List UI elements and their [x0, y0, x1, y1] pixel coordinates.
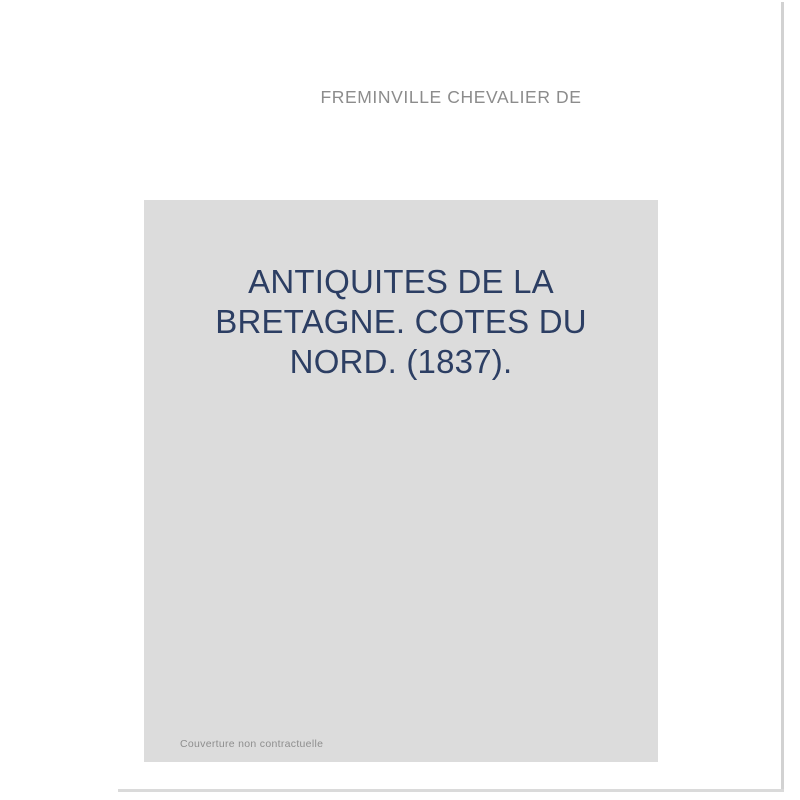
author-name: FREMINVILLE CHEVALIER DE — [320, 87, 582, 107]
title-panel — [144, 200, 658, 762]
book-title: ANTIQUITES DE LA BRETAGNE. COTES DU NORD. (1837). — [215, 263, 587, 380]
cover-sheet — [118, 2, 784, 792]
cover-right-edge — [781, 2, 784, 792]
cover-disclaimer: Couverture non contractuelle — [180, 738, 324, 750]
cover-bottom-edge — [118, 789, 784, 792]
